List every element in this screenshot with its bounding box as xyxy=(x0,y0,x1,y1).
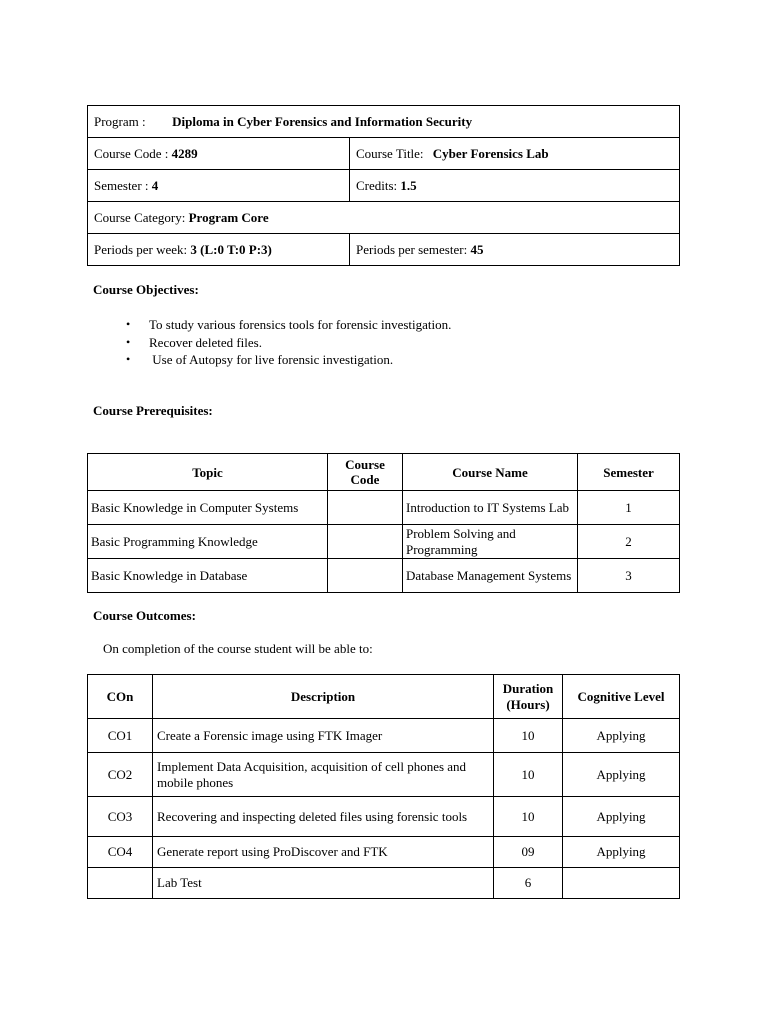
objective-text: To study various forensics tools for forensic investigation. xyxy=(149,317,452,332)
objective-item xyxy=(93,351,451,369)
table-row xyxy=(88,797,680,837)
periods-week-label: Periods per week: xyxy=(94,241,188,257)
outcomes-heading: Course Outcomes: xyxy=(93,608,196,623)
periods-row xyxy=(88,234,680,266)
semester-cell: 2 xyxy=(578,525,680,559)
table-row xyxy=(88,719,680,753)
table-row xyxy=(88,491,680,525)
description-cell: Generate report using ProDiscover and FTK xyxy=(153,837,494,868)
course-code-cell xyxy=(328,491,403,525)
category-cell xyxy=(88,202,680,234)
con-cell: CO1 xyxy=(88,719,153,753)
program-cell xyxy=(88,106,680,138)
course-code-cell xyxy=(328,559,403,593)
cognitive-level-cell: Applying xyxy=(563,719,680,753)
description-cell: Create a Forensic image using FTK Imager xyxy=(153,719,494,753)
con-cell: CO2 xyxy=(88,753,153,797)
objective-item xyxy=(93,316,451,334)
course-code-label: Course Code : xyxy=(94,145,169,161)
cognitive-level-cell: Applying xyxy=(563,753,680,797)
cognitive-level-cell: Applying xyxy=(563,837,680,868)
column-header-topic: Topic xyxy=(88,454,328,491)
duration-cell: 10 xyxy=(494,797,563,837)
objectives-heading: Course Objectives: xyxy=(93,282,199,297)
objective-text: Use of Autopsy for live forensic investigation. xyxy=(149,352,394,367)
course-code-value: 4289 xyxy=(171,145,198,161)
bullet-icon: • xyxy=(126,317,131,331)
description-cell: Lab Test xyxy=(153,868,494,899)
semester-cell xyxy=(88,170,350,202)
cognitive-level-cell xyxy=(563,868,680,899)
column-header-course-name: Course Name xyxy=(403,454,578,491)
topic-cell: Basic Programming Knowledge xyxy=(88,525,328,559)
table-row xyxy=(88,753,680,797)
duration-cell: 09 xyxy=(494,837,563,868)
table-header-row xyxy=(88,454,680,491)
program-info-table xyxy=(87,105,680,266)
con-cell: CO4 xyxy=(88,837,153,868)
semester-value: 4 xyxy=(151,177,159,193)
con-cell: CO3 xyxy=(88,797,153,837)
bullet-icon: • xyxy=(126,352,131,366)
column-header-con: COn xyxy=(88,675,153,719)
course-code-cell xyxy=(328,525,403,559)
table-row xyxy=(88,525,680,559)
course-code-cell xyxy=(88,138,350,170)
semester-row xyxy=(88,170,680,202)
outcomes-table xyxy=(87,674,680,899)
semester-cell: 3 xyxy=(578,559,680,593)
course-code-row xyxy=(88,138,680,170)
cognitive-level-cell: Applying xyxy=(563,797,680,837)
course-title-value: Cyber Forensics Lab xyxy=(432,145,549,161)
table-row xyxy=(88,837,680,868)
course-name-cell: Database Management Systems xyxy=(403,559,578,593)
objective-item xyxy=(93,334,451,352)
table-row xyxy=(88,868,680,899)
column-header-semester: Semester xyxy=(578,454,680,491)
periods-week-cell xyxy=(88,234,350,266)
prerequisites-table xyxy=(87,453,680,593)
periods-sem-label: Periods per semester: xyxy=(356,241,468,257)
column-header-cognitive-level: Cognitive Level xyxy=(563,675,680,719)
periods-week-value: 3 (L:0 T:0 P:3) xyxy=(190,241,272,257)
duration-cell: 6 xyxy=(494,868,563,899)
program-value: Diploma in Cyber Forensics and Information Security xyxy=(172,113,473,129)
credits-cell xyxy=(350,170,680,202)
column-header-course-code: Course Code xyxy=(328,454,403,491)
outcomes-intro: On completion of the course student will be able to: xyxy=(103,641,373,656)
duration-cell: 10 xyxy=(494,753,563,797)
duration-cell: 10 xyxy=(494,719,563,753)
topic-cell: Basic Knowledge in Computer Systems xyxy=(88,491,328,525)
program-label: Program : xyxy=(94,113,146,129)
description-cell: Recovering and inspecting deleted files using forensic tools xyxy=(153,797,494,837)
course-name-cell: Problem Solving and Programming xyxy=(403,525,578,559)
topic-cell: Basic Knowledge in Database xyxy=(88,559,328,593)
description-cell: Implement Data Acquisition, acquisition of cell phones and mobile phones xyxy=(153,753,494,797)
objective-text: Recover deleted files. xyxy=(149,334,262,350)
course-title-cell xyxy=(350,138,680,170)
periods-sem-cell xyxy=(350,234,680,266)
table-header-row xyxy=(88,675,680,719)
course-name-cell: Introduction to IT Systems Lab xyxy=(403,491,578,525)
prerequisites-heading: Course Prerequisites: xyxy=(93,403,213,418)
category-row xyxy=(88,202,680,234)
table-row xyxy=(88,559,680,593)
semester-cell: 1 xyxy=(578,491,680,525)
bullet-icon: • xyxy=(126,334,131,349)
objectives-list xyxy=(93,316,451,369)
semester-label: Semester : xyxy=(94,177,149,193)
column-header-description: Description xyxy=(153,675,494,719)
category-label: Course Category: xyxy=(94,209,186,225)
credits-label: Credits: xyxy=(356,177,398,193)
credits-value: 1.5 xyxy=(400,177,417,193)
periods-sem-value: 45 xyxy=(470,241,484,257)
category-value: Program Core xyxy=(188,209,269,225)
column-header-duration: Duration (Hours) xyxy=(494,675,563,719)
course-title-label: Course Title: xyxy=(356,145,424,161)
con-cell xyxy=(88,868,153,899)
program-row xyxy=(88,106,680,138)
